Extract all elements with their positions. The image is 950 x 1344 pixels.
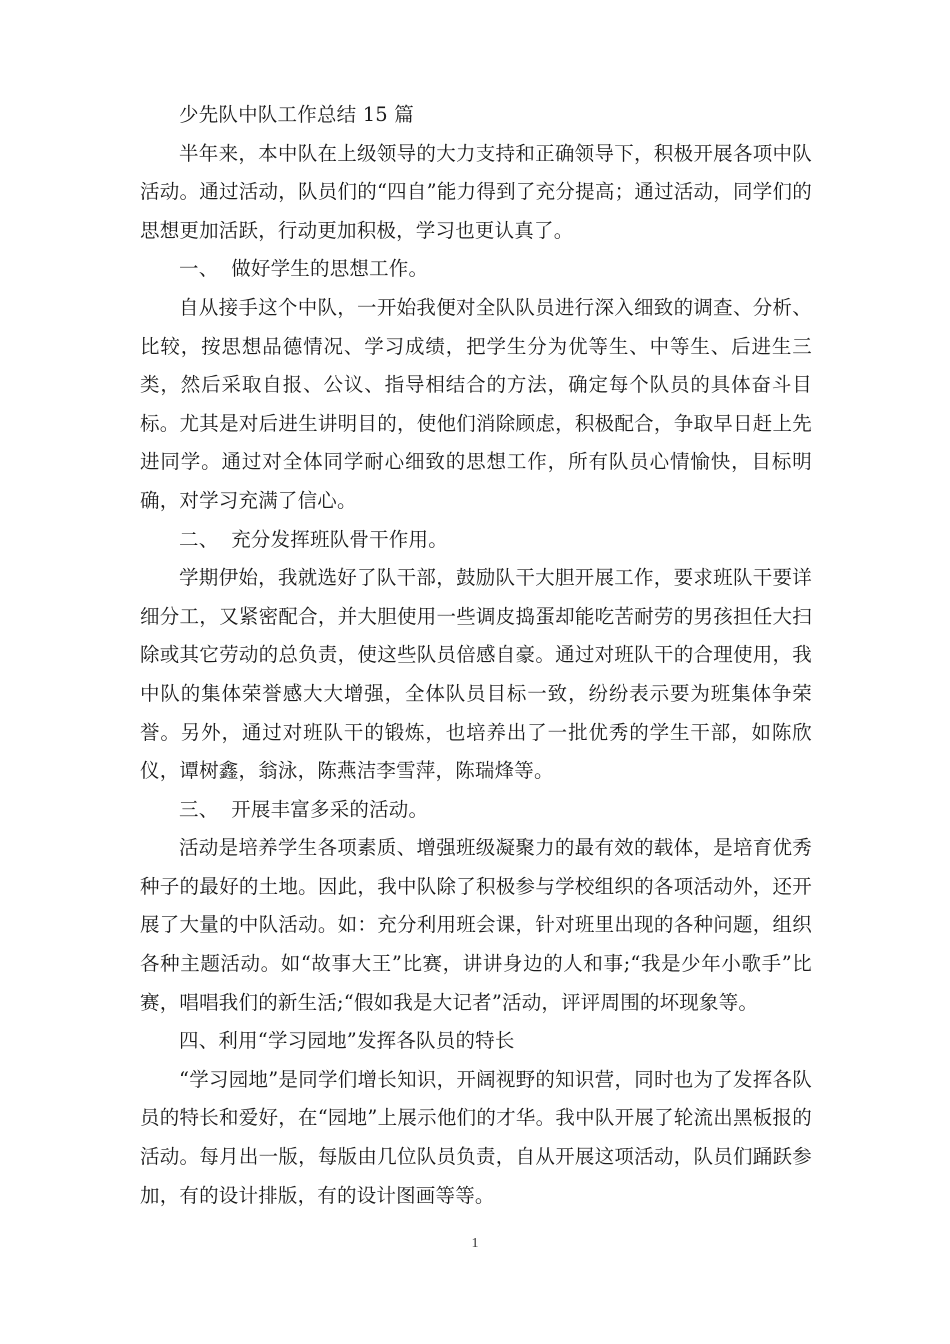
section-heading-1: 一、 做好学生的思想工作。 [179, 257, 429, 281]
paragraph-section-4: “学习园地”是同学们增长知识，开阔视野的知识营，同时也为了发挥各队员的特长和爱好，在“园地”上展示他们的才华。我中队开展了轮流出黑板报的活动。每月出一版，每版由几位队员负责，自从开展这项活动，队员们踊跃参加，有的设计排版，有的设计图画等等。 [140, 1067, 812, 1207]
section-heading-2: 二、 充分发挥班队骨干作用。 [179, 527, 448, 551]
paragraph-section-1: 自从接手这个中队，一开始我便对全队队员进行深入细致的调查、分析、比较，按思想品德情况、学习成绩，把学生分为优等生、中等生、后进生三类，然后采取自报、公议、指导相结合的方法，确定每个队员的具体奋斗目标。尤其是对后进生讲明目的，使他们消除顾虑，积极配合，争取早日赶上先进同学。通过对全体同学耐心细致的思想工作，所有队员心情愉快，目标明确，对学习充满了信心。 [140, 295, 812, 512]
section-heading-3: 三、 开展丰富多采的活动。 [179, 797, 429, 821]
paragraph-intro: 半年来，本中队在上级领导的大力支持和正确领导下，积极开展各项中队活动。通过活动，队员们的“四自”能力得到了充分提高；通过活动，同学们的思想更加活跃，行动更加积极，学习也更认真了。 [140, 141, 812, 242]
paragraph-section-3: 活动是培养学生各项素质、增强班级凝聚力的最有效的载体，是培育优秀种子的最好的土地。因此，我中队除了积极参与学校组织的各项活动外，还开展了大量的中队活动。如：充分利用班会课，针对班里出现的各种问题，组织各种主题活动。如“故事大王”比赛，讲讲身边的人和事;“我是少年小歌手”比赛，唱唱我们的新生活;“假如我是大记者”活动，评评周围的坏现象等。 [140, 836, 812, 1014]
document-body [140, 96, 812, 1215]
paragraph-section-2: 学期伊始，我就选好了队干部，鼓励队干大胆开展工作，要求班队干要详细分工，又紧密配合，并大胆使用一些调皮捣蛋却能吃苦耐劳的男孩担任大扫除或其它劳动的总负责，使这些队员倍感自豪。通过对班队干的合理使用，我中队的集体荣誉感大大增强，全体队员目标一致，纷纷表示要为班集体争荣誉。另外，通过对班队干的锻炼，也培养出了一批优秀的学生干部，如陈欣仪，谭树鑫，翁泳，陈燕洁李雪萍，陈瑞烽等。 [140, 566, 812, 783]
page-number: 1 [471, 1236, 479, 1251]
document-title: 少先队中队工作总结 15 篇 [179, 103, 415, 126]
section-heading-4: 四、利用“学习园地”发挥各队员的特长 [179, 1029, 515, 1053]
